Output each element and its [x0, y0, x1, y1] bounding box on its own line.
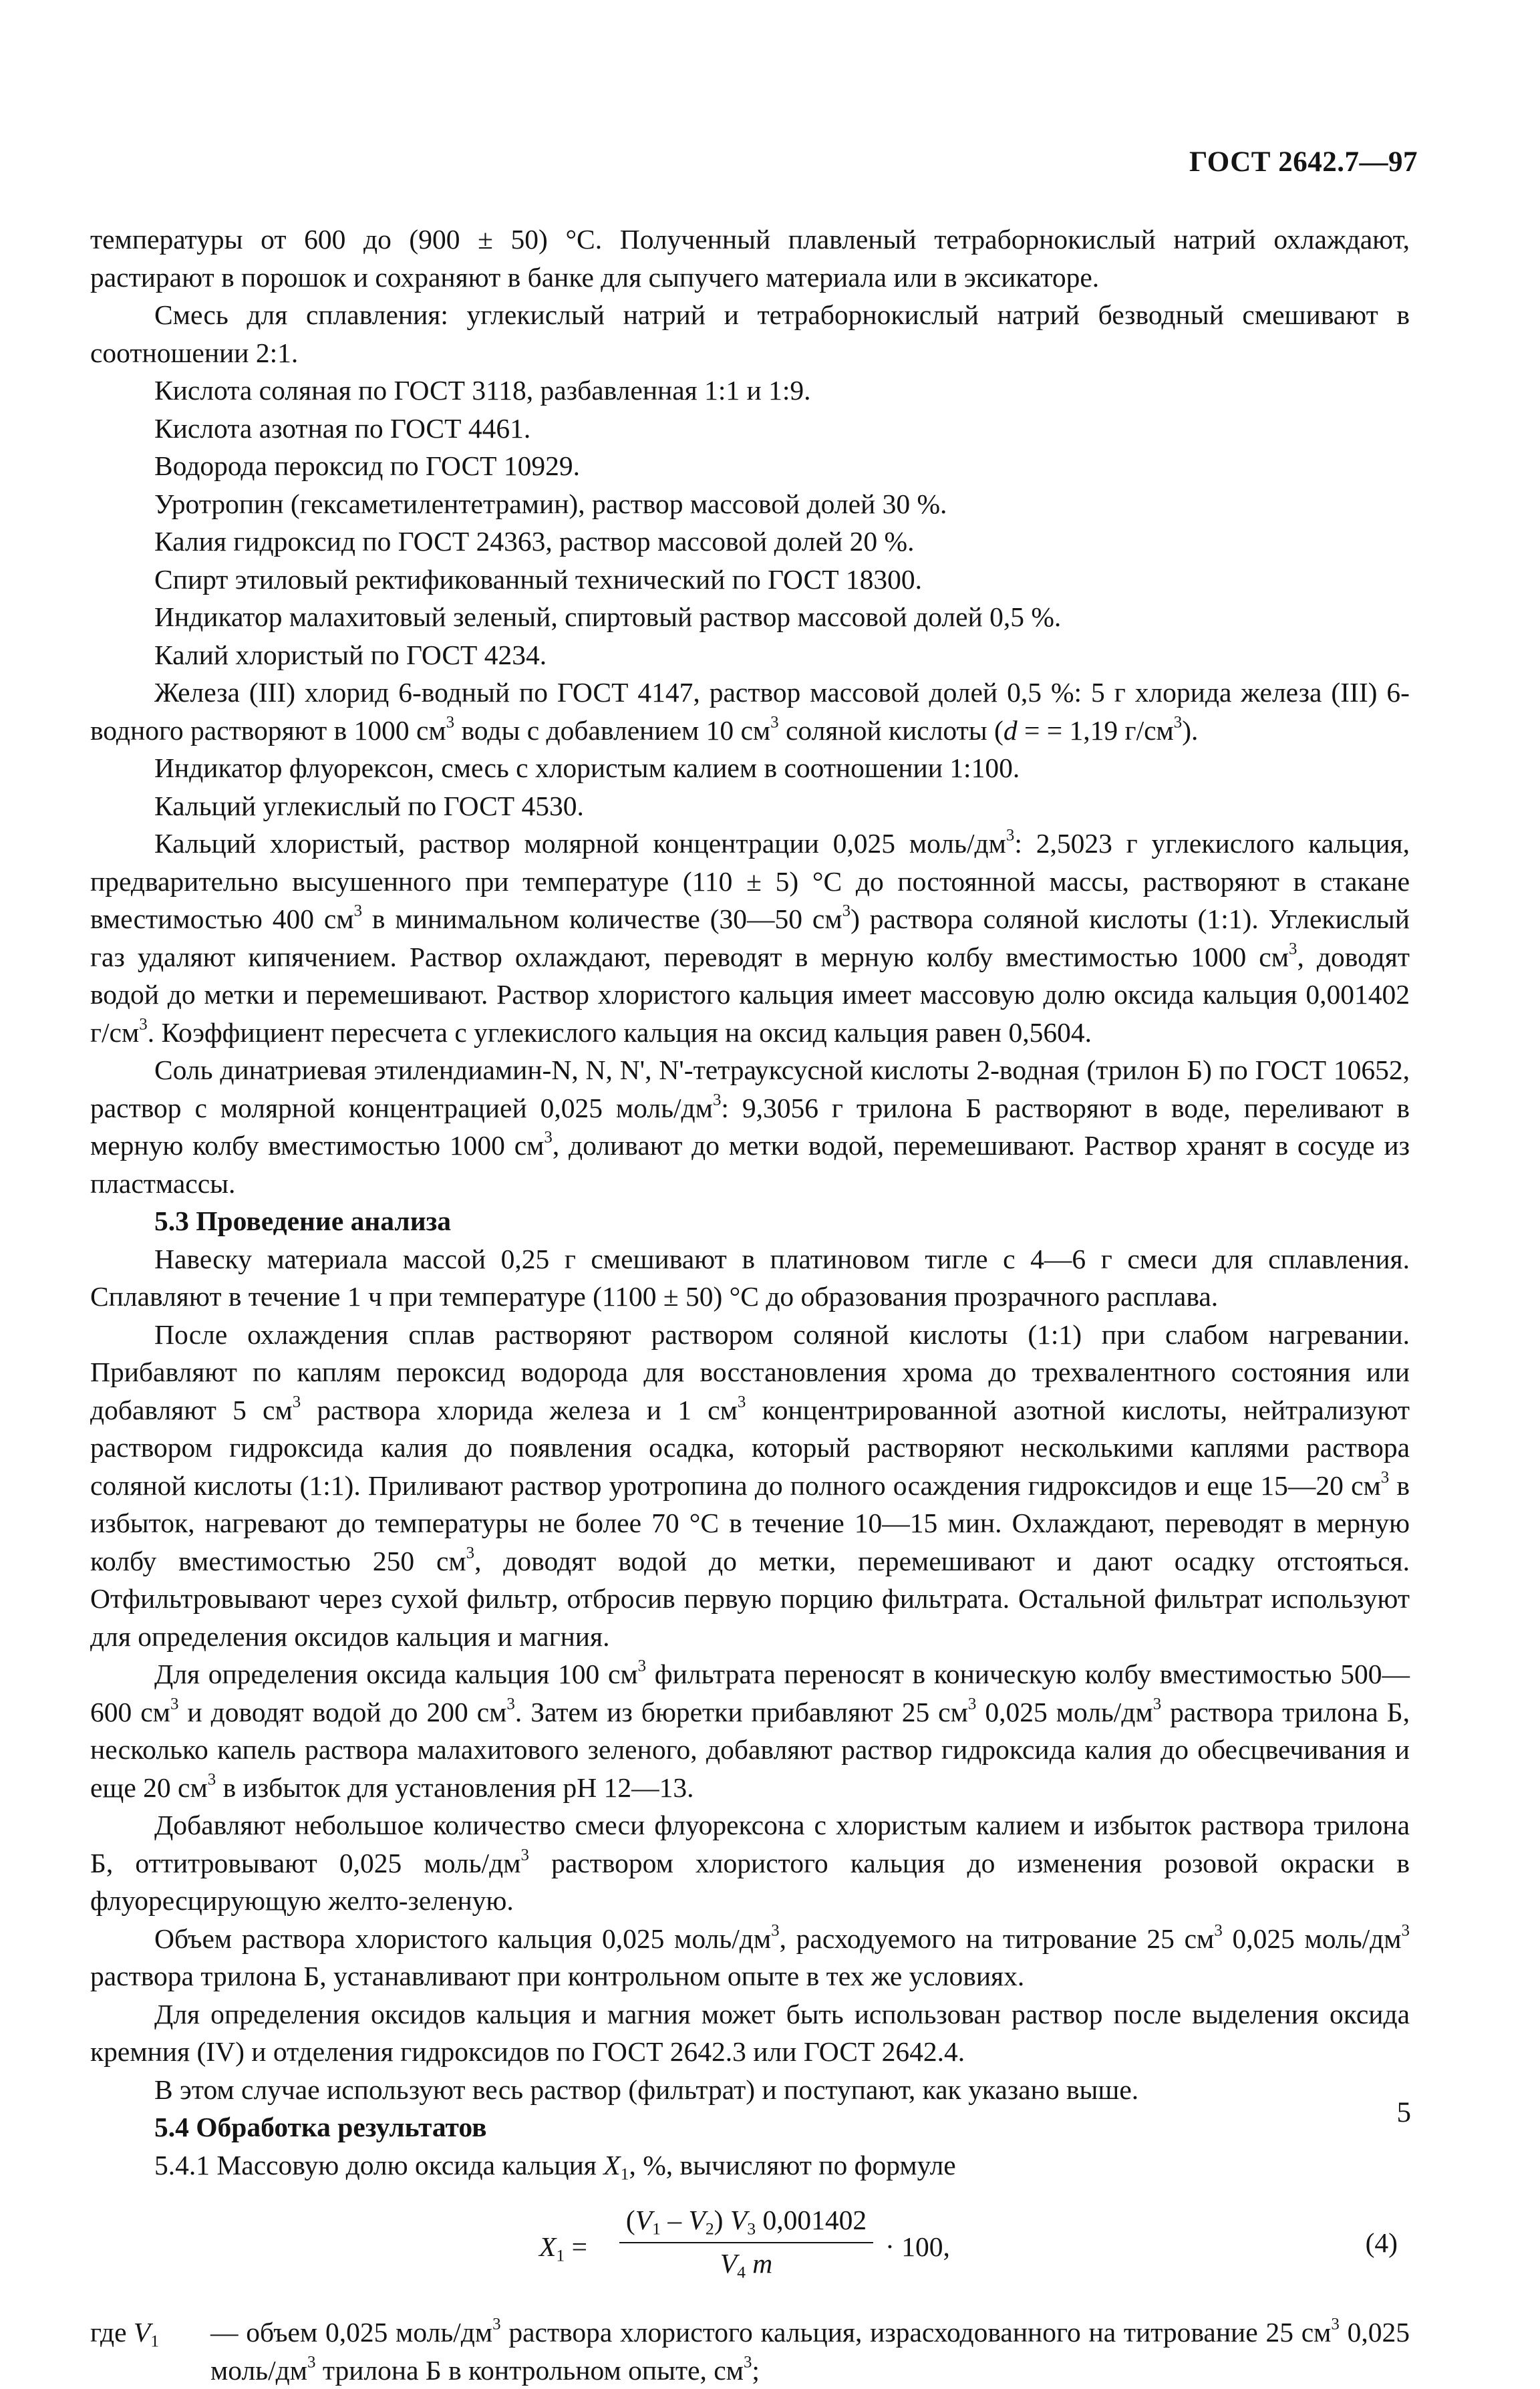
- document-body: [90, 221, 1410, 2389]
- paragraph-dissolution: После охлаждения сплав растворяют раствором соляной кислоты (1:1) при слабом нагревании. Прибавляют по каплям пероксид водорода для восстановления хрома до трехвалентного состояния или добавляют 5 $см^3$ раствора хлорида железа и 1 $см^3$ концентрированной азотной кислоты, нейтрализуют раствором гидроксида калия до появления осадка, который растворяют несколькими каплями раствора соляной кислоты (1:1). Приливают раствор уротропина до полного осаждения гидроксидов и еще 15—20 $см^3$ в избыток, нагревают до температуры не более 70 °С в течение 10—15 мин. Охлаждают, переводят в мерную колбу вместимостью 250 $см^3$, доводят водой до метки, перемешивают и дают осадку отстояться. Отфильтровывают через сухой фильтр, отбросив первую порцию фильтрата. Остальной фильтрат используют для определения оксидов кальция и магния.: [90, 1318, 1410, 1652]
- reagent-malachite-green: Индикатор малахитовый зеленый, спиртовый раствор массовой долей 0,5 %.: [154, 601, 1062, 632]
- reagent-potassium-chloride: Калий хлористый по ГОСТ 4234.: [154, 639, 547, 670]
- section-heading-5-3: 5.3 Проведение анализа: [154, 1206, 452, 1236]
- page-number: 5: [1396, 2097, 1411, 2128]
- formula-explanation: где $V_1$ — объем 0,025 моль/$дм^3$ раствора хлористого кальция, израсходованного на титрование 25 $см^3$ 0,025 моль/$дм^3$ трилона Б в контрольном опыте, $см^3$;: [90, 2313, 1410, 2389]
- reagent-ethanol: Спирт этиловый ректификованный технический по ГОСТ 18300.: [154, 563, 923, 595]
- paragraph-alternative-solution: Для определения оксидов кальция и магния может быть использован раствор после выделения оксида кремния (IV) и отделения гидроксидов по ГОСТ 2642.3 или ГОСТ 2642.4.: [90, 1998, 1410, 2067]
- paragraph-whole-solution: В этом случае используют весь раствор (фильтрат) и поступают, как указано выше.: [154, 2074, 1139, 2105]
- where-lead: где $V_1$: [90, 2317, 160, 2351]
- reagent-calcium-carbonate: Кальций углекислый по ГОСТ 4530.: [154, 790, 584, 821]
- reagent-nitric-acid: Кислота азотная по ГОСТ 4461.: [154, 412, 531, 444]
- reagent-calcium-chloride: Кальций хлористый, раствор молярной концентрации 0,025 моль/$дм^3$: 2,5023 г углекислого кальция, предварительно высушенного при температуре (110 ± 5) °С до постоянной массы, растворяют в стакане вместимостью 400 $см^3$ в минимальном количестве (30—50 $см^3$) раствора соляной кислоты (1:1). Углекислый газ удаляют кипячением. Раствор охлаждают, переводят в мерную колбу вместимостью 1000 $см^3$, доводят водой до метки и перемешивают. Раствор хлористого кальция имеет массовую долю оксида кальция 0,001402 $г/см^3$. Коэффициент пересчета с углекислого кальция на оксид кальция равен 0,5604.: [90, 826, 1410, 1048]
- paragraph-sample-fusion: Навеску материала массой 0,25 г смешивают в платиновом тигле с 4—6 г смеси для сплавления. Сплавляют в течение 1 ч при температуре (1100 ± 50) °С до образования прозрачного расплава.: [90, 1243, 1410, 1312]
- reagent-hydrogen-peroxide: Водорода пероксид по ГОСТ 10929.: [154, 450, 580, 481]
- formula-number: (4): [1365, 2227, 1398, 2258]
- reagent-potassium-hydroxide: Калия гидроксид по ГОСТ 24363, раствор массовой долей 20 %.: [154, 526, 915, 557]
- reagent-trilon-b: Соль динатриевая этилендиамин-N, N, N', N'-тетрауксусной кислоты 2-водная (трилон Б) по ГОСТ 10652, раствор с молярной концентрацией 0,025 моль/$дм^3$: 9,3056 г трилона Б растворяют в воде, переливают в мерную колбу вместимостью 1000 $см^3$, доливают до метки водой, перемешивают. Раствор хранят в сосуде из пластмассы.: [90, 1055, 1410, 1199]
- reagent-iron-chloride: Железа (III) хлорид 6-водный по ГОСТ 4147, раствор массовой долей 0,5 %: 5 г хлорида железа (III) 6-водного растворяют в 1000 $см^3$ воды с добавлением 10 $см^3$ соляной кислоты (d = = 1,19 $г/см^3$).: [90, 677, 1410, 746]
- formula-lhs: $X_1$ =: [539, 2231, 587, 2265]
- standard-header: ГОСТ 2642.7—97: [1189, 146, 1418, 178]
- section-heading-5-4: 5.4 Обработка результатов: [154, 2112, 487, 2142]
- formula-numerator: $(V_1 - V_2)$ $V_3$ 0,001402: [625, 2205, 867, 2239]
- paragraph-fusion-mix: Смесь для сплавления: углекислый натрий и тетраборнокислый натрий безводный смешивают в соотношении 2:1.: [90, 299, 1410, 368]
- paragraph-5-4-1: 5.4.1 Массовую долю оксида кальция $X_1$, %, вычисляют по формуле: [154, 2149, 956, 2184]
- reagent-urotropine: Уротропин (гексаметилентетрамин), раствор массовой долей 30 %.: [154, 488, 947, 519]
- paragraph-back-titration: Добавляют небольшое количество смеси флуорексона с хлористым калием и избыток раствора трилона Б, оттитровывают 0,025 моль/$дм^3$ раствором хлористого кальция до изменения розовой окраски в флуоресцирующую желто-зеленую.: [90, 1810, 1410, 1916]
- reagent-fluorexon: Индикатор флуорексон, смесь с хлористым калием в соотношении 1:100.: [154, 752, 1020, 783]
- paragraph-continuation: температуры от 600 до (900 ± 50) °С. Полученный плавленый тетраборнокислый натрий охлаждают, растирают в порошок и сохраняют в банке для сыпучего материала или в эксикаторе.: [90, 224, 1410, 293]
- paragraph-calcium-oxide-determination: Для определения оксида кальция 100 $см^3$ фильтрата переносят в коническую колбу вместимостью 500—600 $см^3$ и доводят водой до 200 $см^3$. Затем из бюретки прибавляют 25 $см^3$ 0,025 моль/$дм^3$ раствора трилона Б, несколько капель раствора малахитового зеленого, добавляют раствор гидроксида калия до обесцвечивания и еще 20 $см^3$ в избыток для установления pH 12—13.: [90, 1657, 1410, 1803]
- formula-4: [90, 2197, 1410, 2291]
- formula-multiplier: · 100,: [885, 2231, 950, 2262]
- formula-denominator: $V_4$ m: [720, 2247, 773, 2282]
- reagent-hydrochloric-acid: Кислота соляная по ГОСТ 3118, разбавленная 1:1 и 1:9.: [154, 375, 811, 406]
- formula-fraction: [619, 2201, 873, 2282]
- paragraph-control-volume: Объем раствора хлористого кальция 0,025 моль/$дм^3$, расходуемого на титрование 25 $см^3$ 0,025 моль/$дм^3$ раствора трилона Б, устанавливают при контрольном опыте в тех же условиях.: [90, 1921, 1410, 1991]
